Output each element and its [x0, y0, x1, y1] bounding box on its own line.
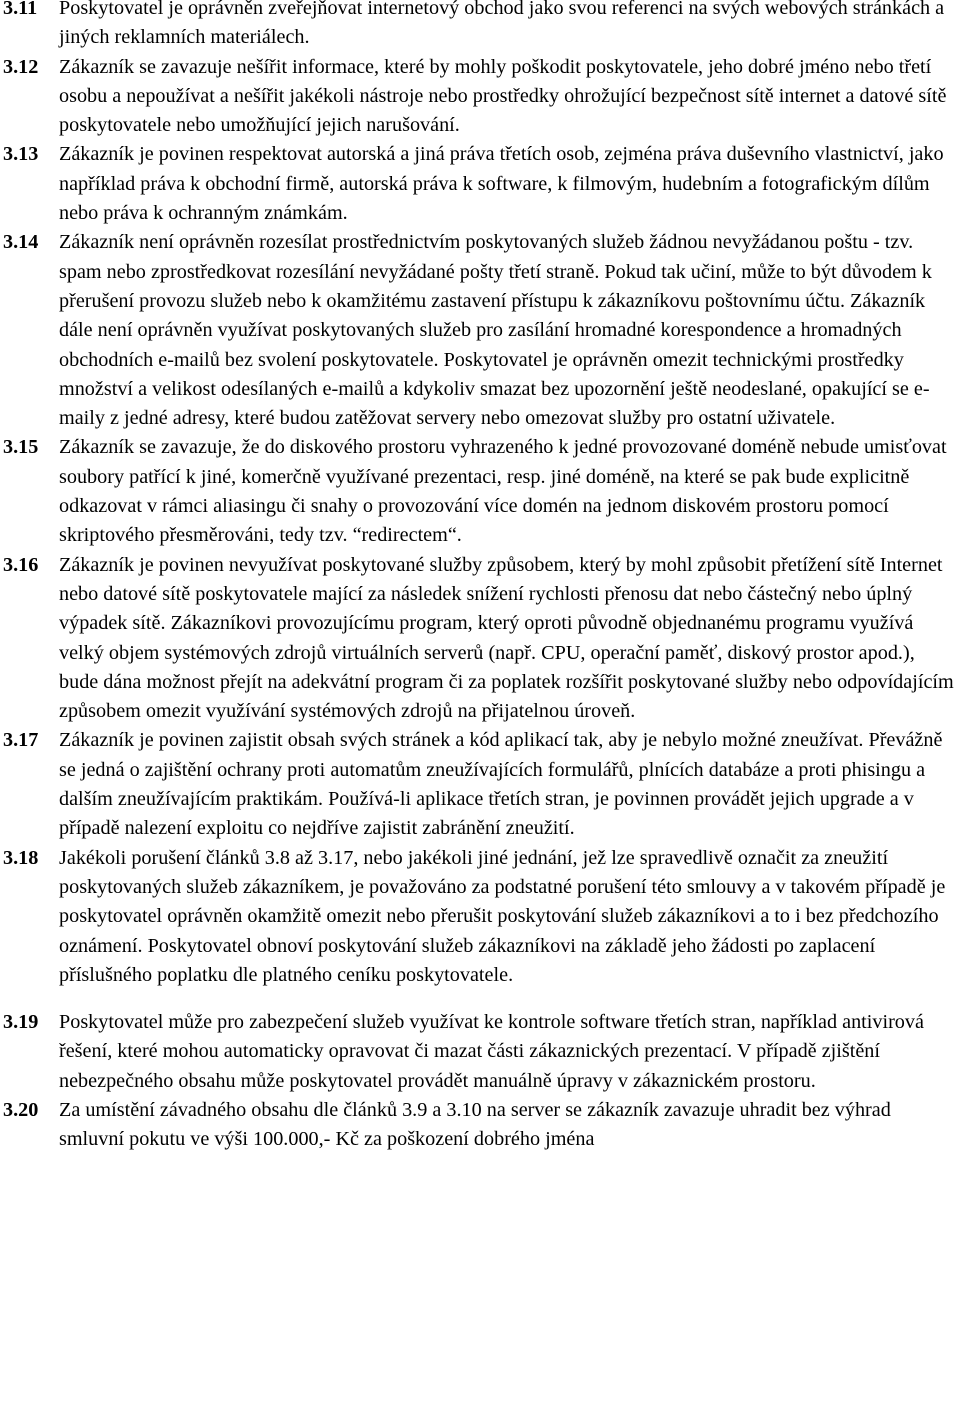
clause-3-20	[0, 1096, 960, 1155]
clause-text: Zákazník je povinen zajistit obsah svých stránek a kód aplikací tak, aby je nebylo možné zneužívat. Převážně se jedná o zajištění ochrany proti automatům zneužívajících formulářů, plnících databáze a proti phisingu a dalším zneužívajícím praktikám. Používá-li aplikace třetích stran, je povinnen provádět jejich upgrade a v případě nalezení exploitu co nejdříve zajistit zabránění zneužití.	[59, 729, 943, 840]
clause-3-15	[0, 433, 960, 550]
clause-3-11	[0, 0, 960, 53]
clause-text: Zákazník se zavazuje, že do diskového prostoru vyhrazeného k jedné provozované doméně nebude umisťovat soubory patřící k jiné, komerčně využívané prezentaci, resp. jiné doméně, na které se pak bude explicitně odkazovat v rámci aliasingu či snahy o provozování více domén na jednom diskovém prostoru pomocí skriptového přesměrováni, tedy tzv. “redirectem“.	[59, 436, 947, 547]
clause-3-17	[0, 726, 960, 843]
clause-text: Za umístění závadného obsahu dle článků 3.9 a 3.10 na server se zákazník zavazuje uhradit bez výhrad smluvní pokutu ve výši 100.000,- Kč za poškození dobrého jména	[59, 1098, 891, 1151]
clause-3-19	[0, 1008, 960, 1096]
clause-number: 3.17	[3, 729, 39, 752]
clause-3-13	[0, 140, 960, 228]
clause-number: 3.12	[3, 55, 39, 78]
clause-text: Poskytovatel může pro zabezpečení služeb využívat ke kontrole software třetích stran, například antivirová řešení, které mohou automaticky opravovat či mazat části zákaznických prezentací. V případě zjištění nebezpečného obsahu může poskytovatel provádět manuálně úpravy v zákaznickém prostoru.	[59, 1011, 924, 1092]
clause-number: 3.11	[3, 0, 38, 19]
clause-text: Zákazník je povinen respektovat autorská a jiná práva třetích osob, zejména práva duševního vlastnictví, jako například práva k obchodní firmě, autorská práva k software, k filmovým, hudebním a fotografickým dílům nebo práva k ochranným známkám.	[59, 143, 944, 225]
clause-3-12	[0, 53, 960, 141]
clause-3-14	[0, 228, 960, 433]
clause-number: 3.13	[3, 143, 39, 166]
clause-number: 3.14	[3, 231, 39, 254]
clause-number: 3.19	[3, 1011, 39, 1034]
clause-text: Zákazník je povinen nevyužívat poskytované služby způsobem, který by mohl způsobit přetížení sítě Internet nebo datové sítě poskytovatele mající za následek snížení rychlosti přenosu dat nebo částečný nebo úplný výpadek sítě. Zákazníkovi provozujícímu program, který oproti původně objednanému programu využívá velký objem systémových zdrojů virtuálních serverů (např. CPU, operační paměť, diskový prostor apod.), bude dána možnost přejít na adekvátní program či za poplatek rozšířit poskytované služby nebo odpovídajícím způsobem omezit využívání systémových zdrojů na přijatelnou úroveň.	[59, 553, 954, 723]
clause-number: 3.15	[3, 436, 39, 459]
clause-text: Jakékoli porušení článků 3.8 až 3.17, nebo jakékoli jiné jednání, jež lze spravedlivě označit za zneužití poskytovaných služeb zákazníkem, je považováno za podstatné porušení této smlouvy a v takovém případě je poskytovatel oprávněn okamžitě omezit nebo přerušit poskytování služeb zákazníkovi a to i bez předchozího oznámení. Poskytovatel obnoví poskytování služeb zákazníkovi na základě jeho žádosti po zaplacení příslušného poplatku dle platného ceníku poskytovatele.	[59, 846, 946, 986]
clause-text: Poskytovatel je oprávněn zveřejňovat internetový obchod jako svou referenci na svých webových stránkách a jiných reklamních materiálech.	[59, 0, 945, 49]
clause-text: Zákazník se zavazuje nešířit informace, které by mohly poškodit poskytovatele, jeho dobré jméno nebo třetí osobu a nepoužívat a nešířit jakékoli nástroje nebo prostředky ohrožující bezpečnost sítě internet a datové sítě poskytovatele nebo umožňující jejich narušování.	[59, 55, 947, 137]
clause-3-18	[0, 844, 960, 990]
clause-text: Zákazník není oprávněn rozesílat prostřednictvím poskytovaných služeb žádnou nevyžádanou poštu - tzv. spam nebo zprostředkovat rozesílání nevyžádané pošty třetí straně. Pokud tak učiní, může to být důvodem k přerušení provozu služeb nebo k okamžitému zastavení přístupu k zákazníkovu poštovnímu účtu. Zákazník dále není oprávněn využívat poskytovaných služeb pro zasílání hromadné korespondence a hromadných obchodních e-mailů bez svolení poskytovatele. Poskytovatel je oprávněn omezit technickými prostředky množství a velikost odesílaných e-mailů a kdykoliv smazat bez upozornění ještě neodeslané, opakující se e-maily z jedné adresy, které budou zatěžovat servery nebo omezovat služby pro ostatní uživatele.	[59, 231, 932, 430]
clause-number: 3.16	[3, 553, 39, 576]
clause-number: 3.20	[3, 1098, 39, 1121]
clause-number: 3.18	[3, 846, 39, 869]
paragraph-gap	[0, 990, 960, 1008]
clause-3-16	[0, 551, 960, 727]
